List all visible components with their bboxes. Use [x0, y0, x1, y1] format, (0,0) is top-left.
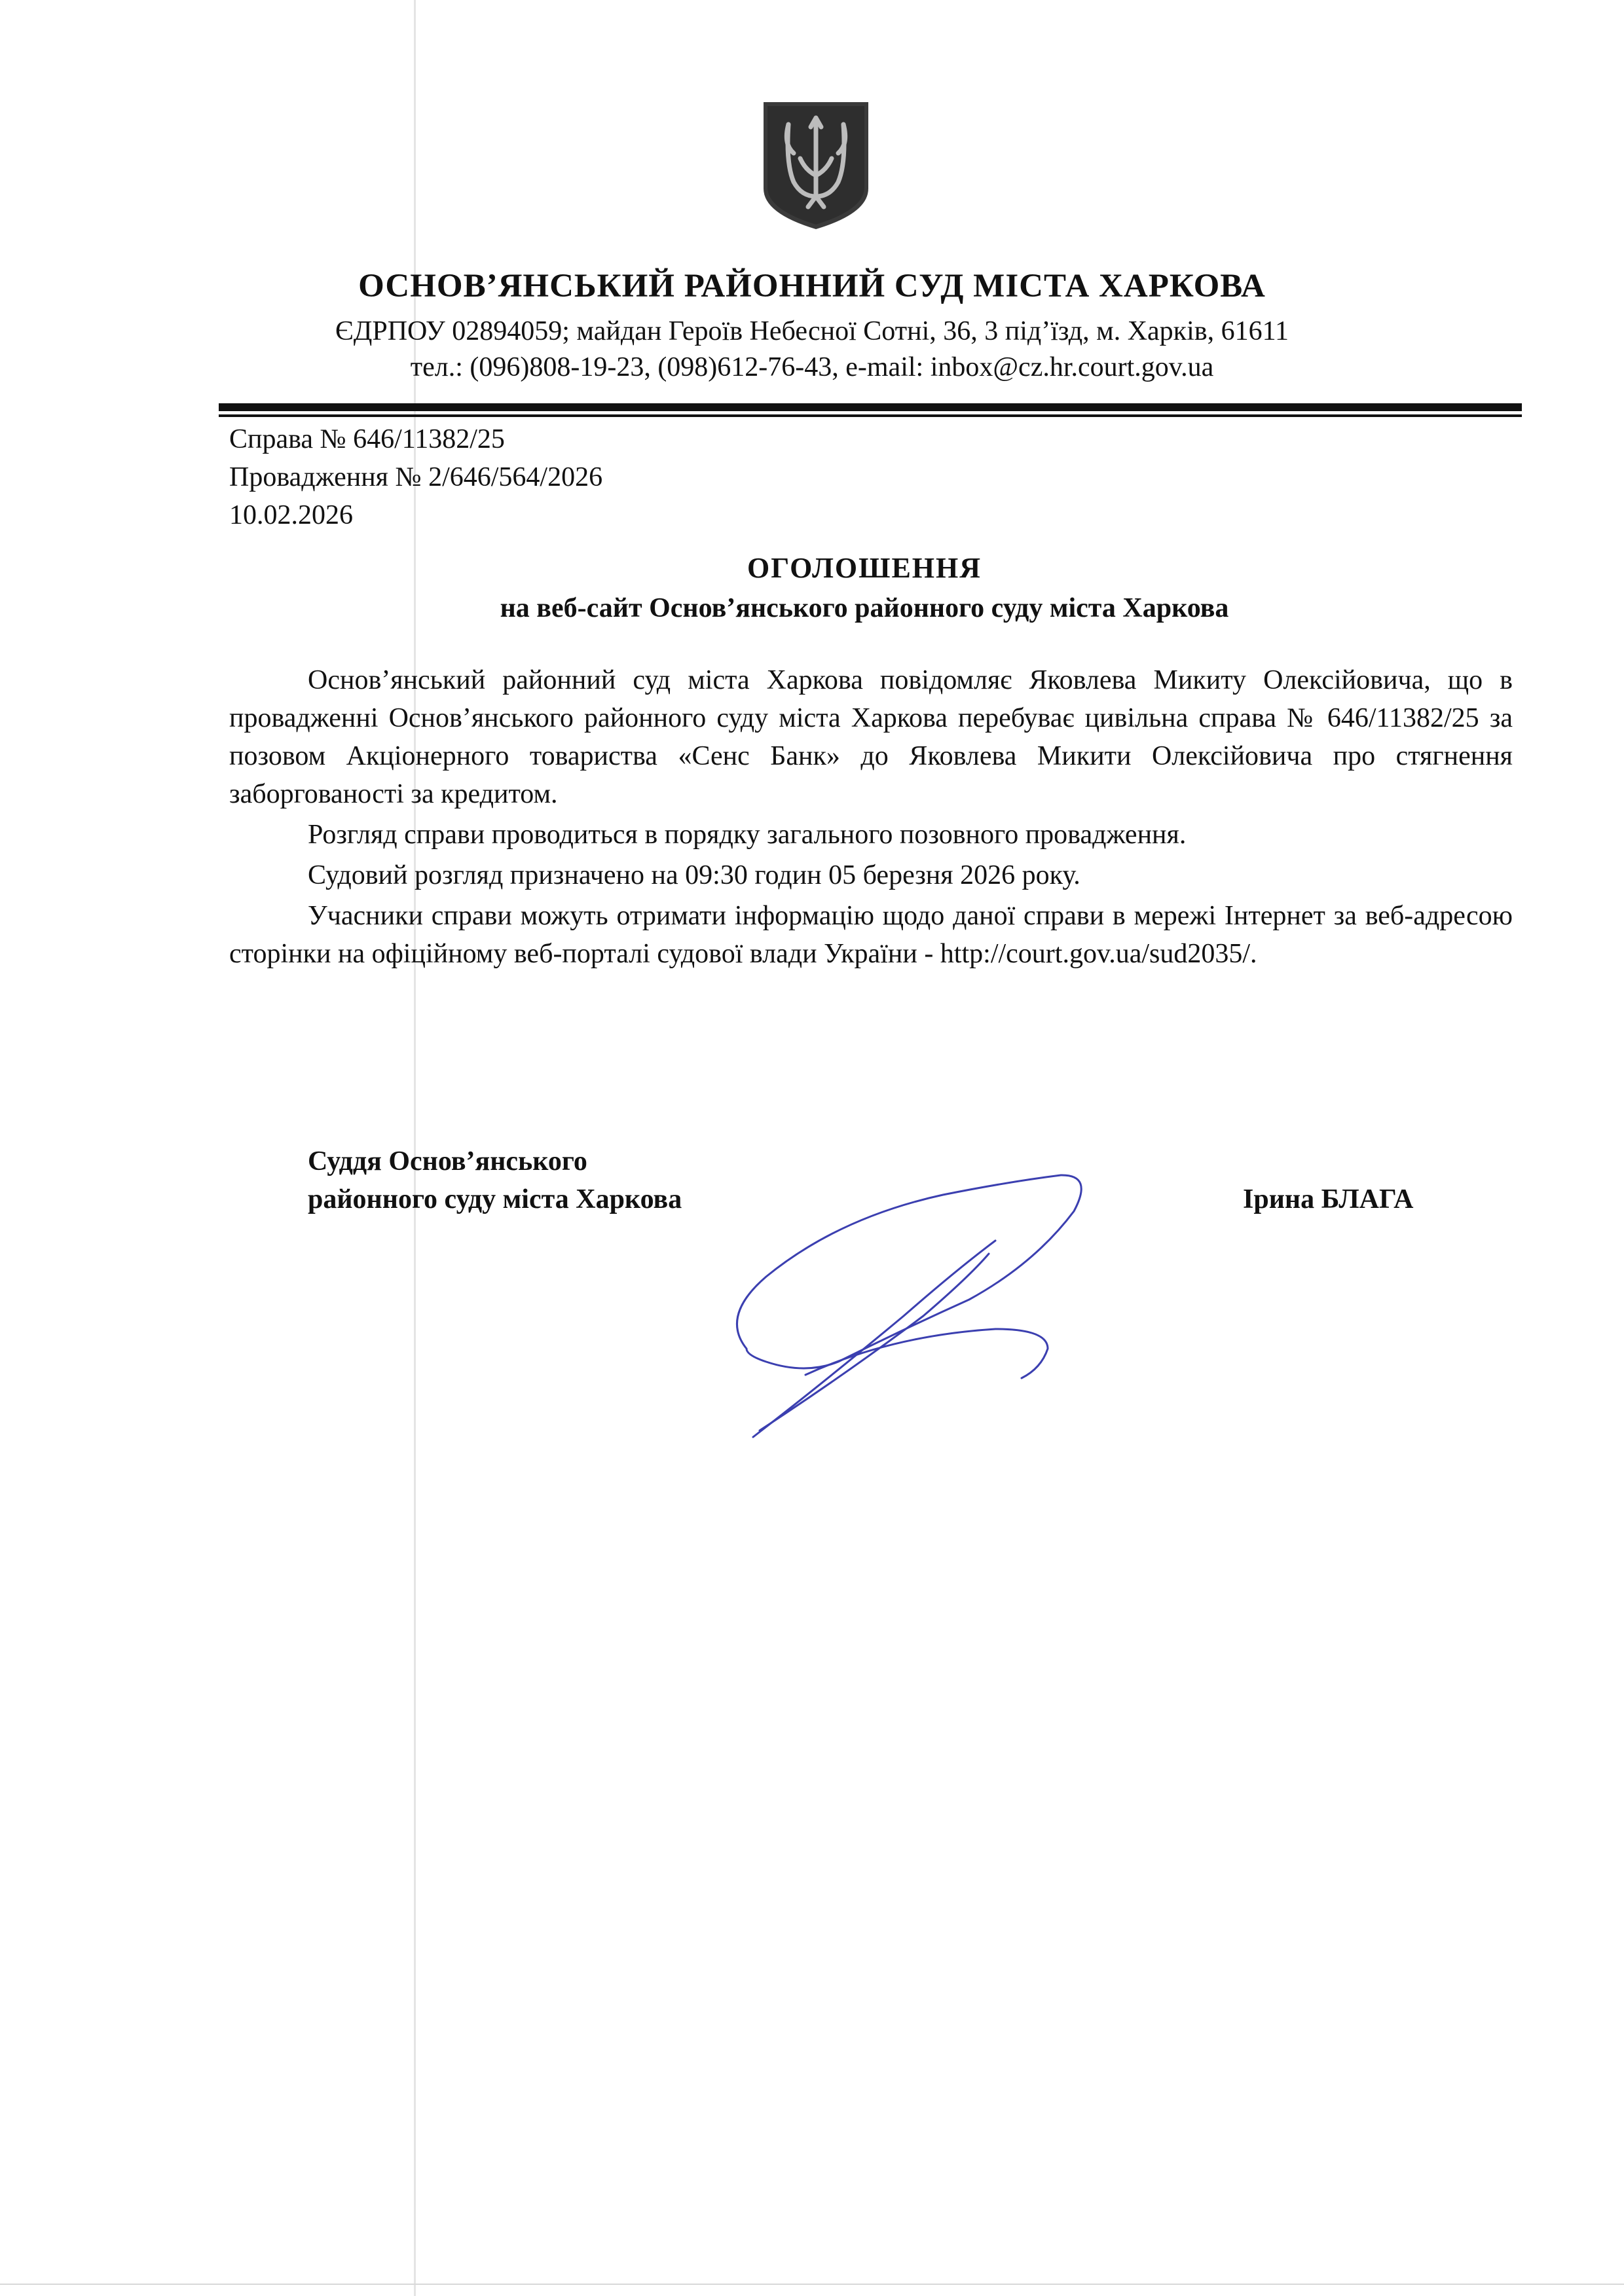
case-number: Справа № 646/11382/25: [229, 424, 505, 454]
court-name: ОСНОВ’ЯНСЬКИЙ РАЙОННИЙ СУД МІСТА ХАРКОВА: [358, 268, 1266, 304]
handwritten-signature: [707, 1165, 1100, 1447]
judge-name: Ірина БЛАГА: [1243, 1184, 1414, 1214]
announcement-body: [229, 661, 1513, 973]
court-contacts: тел.: (096)808-19-23, (098)612-76-43, e-mail: inbox@cz.hr.court.gov.ua: [410, 352, 1214, 382]
header-divider-thin: [219, 414, 1522, 417]
trident-coat-of-arms-icon: [760, 98, 872, 232]
document-date: 10.02.2026: [229, 500, 353, 530]
scan-artifact-bottom: [0, 2284, 1624, 2285]
case-meta: [229, 420, 602, 534]
court-address: ЄДРПОУ 02894059; майдан Героїв Небесної Сотні, 36, 3 під’їзд, м. Харків, 61611: [335, 316, 1289, 346]
header-divider-thick: [219, 403, 1522, 411]
paragraph: Учасники справи можуть отримати інформацію щодо даної справи в мережі Інтернет за веб-адресою сторінки на офіційному веб-порталі судової влади України - http://court.gov.ua/sud2035/.: [229, 901, 1513, 969]
paragraph: Судовий розгляд призначено на 09:30 годин 05 березня 2026 року.: [308, 860, 1080, 890]
announcement-title: ОГОЛОШЕННЯ: [747, 552, 982, 584]
paragraph: Розгляд справи проводиться в порядку загального позовного провадження.: [308, 820, 1187, 850]
proceeding-number: Провадження № 2/646/564/2026: [229, 462, 603, 492]
judge-title-line: районного суду міста Харкова: [308, 1184, 682, 1214]
announcement-subtitle: на веб-сайт Основ’янського районного суду міста Харкова: [500, 593, 1229, 623]
judge-title-line: Суддя Основ’янського: [308, 1146, 587, 1176]
paragraph: Основ’янський районний суд міста Харкова повідомляє Яковлева Микиту Олексійовича, що в провадженні Основ’янського районного суду міста Харкова перебуває цивільна справа № 646/11382/25 за позовом Акціонерного товариства «Сенс Банк» до Яковлева Микити Олексійовича про стягнення заборгованості за кредитом.: [229, 665, 1513, 809]
judge-title: [308, 1142, 682, 1218]
